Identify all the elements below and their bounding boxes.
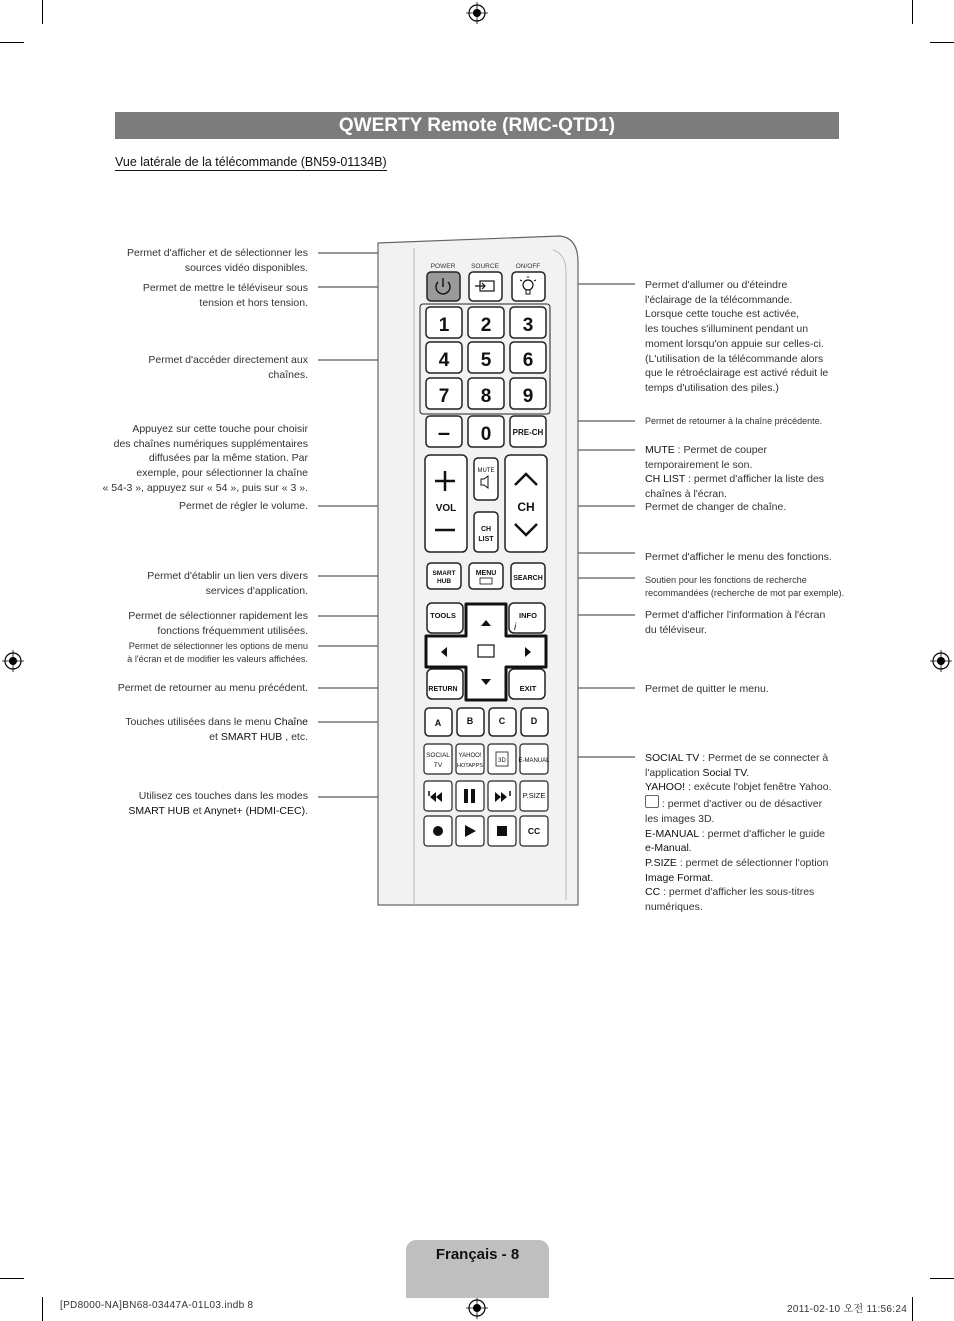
svg-text:A: A (434, 718, 442, 728)
color-key-b[interactable] (457, 708, 484, 736)
section-subtitle: Vue latérale de la télécommande (BN59-01134B) (115, 155, 387, 169)
tools-button[interactable] (427, 603, 463, 633)
svg-text:6: 6 (522, 350, 534, 371)
svg-text:8: 8 (480, 386, 492, 407)
svg-text:1: 1 (438, 315, 450, 336)
page-title: QWERTY Remote (RMC-QTD1) (115, 112, 839, 139)
page-number: Français - 8 (435, 1246, 520, 1263)
digit-key-1[interactable] (426, 307, 462, 338)
note-search: Soutien pour les fonctions de recherche recommandées (recherche de mot par exemple). (645, 575, 845, 598)
emanual-button[interactable] (518, 744, 550, 774)
svg-text:CH: CH (517, 500, 535, 514)
note-menu: Permet d'afficher le menu des fonctions. (645, 551, 832, 563)
svg-text:E-MANUAL: E-MANUAL (518, 758, 550, 764)
digit-key-4[interactable] (426, 342, 462, 373)
note-channel: Permet de changer de chaîne. (645, 501, 787, 513)
svg-text:TOOLS: TOOLS (430, 611, 456, 620)
note-special-keys: SOCIAL TV : Permet de se connecter à l'application Social TV. YAHOO! : exécute l'objet fenêtre Yahoo. : permet d'activer ou de désactiver les images 3D. E-MANUAL : permet d'afficher le guide e-Manual. P.SIZE : permet de sélectionner l'option Image Format. CC : permet d'afficher les sous-titres numériques. (645, 752, 832, 914)
channel-rocker[interactable] (505, 455, 547, 552)
svg-text:CH: CH (480, 526, 492, 533)
mute-button[interactable] (474, 458, 498, 500)
svg-text:2: 2 (480, 315, 492, 336)
svg-text:P.SIZE: P.SIZE (522, 791, 546, 800)
note-return: Permet de retourner au menu précédent. (117, 682, 308, 694)
digit-key-7[interactable] (426, 378, 462, 409)
svg-text:HOTAPPS: HOTAPPS (457, 763, 483, 769)
note-tools: Permet de sélectionner rapidement les fonctions fréquemment utilisées. (128, 610, 308, 637)
dash-key[interactable] (426, 416, 462, 447)
digit-key-3[interactable] (510, 307, 546, 338)
digit-key-9[interactable] (510, 378, 546, 409)
social-tv-button[interactable] (424, 744, 452, 774)
volume-rocker[interactable] (425, 455, 467, 552)
digit-key-0[interactable] (468, 416, 504, 447)
note-backlight: Permet d'allumer ou d'éteindre l'éclairage de la télécommande. Lorsque cette touche est activée, les touches s'illuminent pendant un moment lorsqu'on appuie sur celles-ci. (L'utilisation de la télécommande alors que le rétroéclairage est activé réduit le temps d'utilisation des piles.) (645, 279, 829, 394)
note-volume: Permet de régler le volume. (179, 500, 308, 512)
svg-text:9: 9 (522, 386, 534, 407)
psize-button[interactable] (520, 781, 548, 811)
info-button[interactable] (509, 603, 545, 633)
prech-button[interactable] (510, 416, 546, 447)
smarthub-button[interactable] (427, 563, 461, 589)
three-d-icon (645, 795, 659, 808)
svg-text:B: B (466, 716, 474, 726)
color-key-a[interactable] (425, 708, 452, 736)
record-button[interactable] (424, 816, 452, 846)
svg-text:0: 0 (480, 424, 492, 445)
svg-text:i: i (514, 622, 517, 633)
search-button[interactable] (511, 563, 545, 589)
svg-text:EXIT: EXIT (519, 684, 537, 693)
svg-text:VOL: VOL (435, 503, 457, 514)
svg-text:SEARCH: SEARCH (513, 575, 543, 582)
note-info: Permet d'afficher l'information à l'écran du téléviseur. (645, 609, 826, 636)
svg-text:TV: TV (433, 762, 443, 769)
note-mute-chlist: MUTE : Permet de couper temporairement le son. CH LIST : permet d'afficher la liste des chaînes à l'écran. (645, 444, 825, 501)
note-exit: Permet de quitter le menu. (645, 683, 769, 695)
power-button[interactable] (427, 272, 460, 301)
pause-button[interactable] (456, 781, 484, 811)
play-button[interactable] (456, 816, 484, 846)
svg-text:5: 5 (480, 350, 492, 371)
digit-key-8[interactable] (468, 378, 504, 409)
svg-text:3: 3 (522, 315, 534, 336)
note-power: Permet de mettre le téléviseur sous tension et hors tension. (142, 282, 308, 309)
svg-text:PRE-CH: PRE-CH (512, 428, 544, 437)
svg-text:C: C (498, 716, 506, 726)
three-d-button[interactable] (488, 744, 516, 774)
svg-text:LIST: LIST (478, 536, 494, 543)
cc-button[interactable] (520, 816, 548, 846)
menu-button[interactable] (469, 563, 503, 589)
svg-text:MENU: MENU (475, 570, 497, 577)
note-smarthub: Permet d'établir un lien vers divers services d'application. (147, 570, 308, 597)
return-button[interactable] (427, 669, 463, 699)
svg-text:SMART: SMART (432, 570, 456, 577)
svg-text:D: D (530, 716, 538, 726)
source-label: SOURCE (471, 263, 499, 270)
stop-button[interactable] (488, 816, 516, 846)
rewind-button[interactable] (424, 781, 452, 811)
digit-key-2[interactable] (468, 307, 504, 338)
svg-text:SOCIAL: SOCIAL (426, 752, 450, 759)
note-prech: Permet de retourner à la chaîne précédente. (645, 416, 823, 426)
onoff-label: ON/OFF (515, 263, 541, 270)
note-color-keys: Touches utilisées dans le menu Chaîne et SMART HUB , etc. (125, 716, 308, 743)
power-label: POWER (430, 263, 456, 270)
yahoo-button[interactable] (456, 744, 484, 774)
note-media-keys: Utilisez ces touches dans les modes SMART HUB et Anynet+ (HDMI-CEC). (128, 790, 308, 817)
fast-forward-button[interactable] (488, 781, 516, 811)
digit-key-6[interactable] (510, 342, 546, 373)
note-source: Permet d'afficher et de sélectionner les sources vidéo disponibles. (127, 247, 308, 274)
note-digits: Permet d'accéder directement aux chaînes. (148, 354, 308, 381)
svg-text:YAHOO!: YAHOO! (458, 753, 482, 759)
svg-text:CC: CC (527, 826, 541, 836)
chlist-button[interactable] (474, 512, 498, 552)
note-dpad: Permet de sélectionner les options de menu à l'écran et de modifier les valeurs affichées. (127, 641, 308, 664)
svg-text:HUB: HUB (436, 578, 452, 585)
footer-filename: [PD8000-NA]BN68-03447A-01L03.indb 8 (60, 1300, 254, 1311)
note-dash: Appuyez sur cette touche pour choisir des chaînes numériques supplémentaires diffusées par la même station. Par exemple, pour sélectionner la chaîne « 54-3 », appuyez sur « 54 », puis sur « 3 ». (102, 423, 308, 494)
color-key-d[interactable] (521, 708, 548, 736)
color-key-c[interactable] (489, 708, 516, 736)
svg-text:7: 7 (438, 386, 450, 407)
backlight-button[interactable] (512, 272, 545, 301)
digit-key-5[interactable] (468, 342, 504, 373)
footer-timestamp: 2011-02-10 오전 11:56:24 (787, 1304, 908, 1315)
svg-text:3D: 3D (498, 758, 506, 764)
svg-text:INFO: INFO (519, 611, 537, 620)
svg-text:MUTE: MUTE (477, 468, 495, 474)
svg-text:4: 4 (438, 350, 450, 371)
svg-text:–: – (437, 420, 451, 445)
source-button[interactable] (469, 272, 502, 301)
exit-button[interactable] (509, 669, 545, 699)
svg-text:RETURN: RETURN (428, 686, 458, 693)
